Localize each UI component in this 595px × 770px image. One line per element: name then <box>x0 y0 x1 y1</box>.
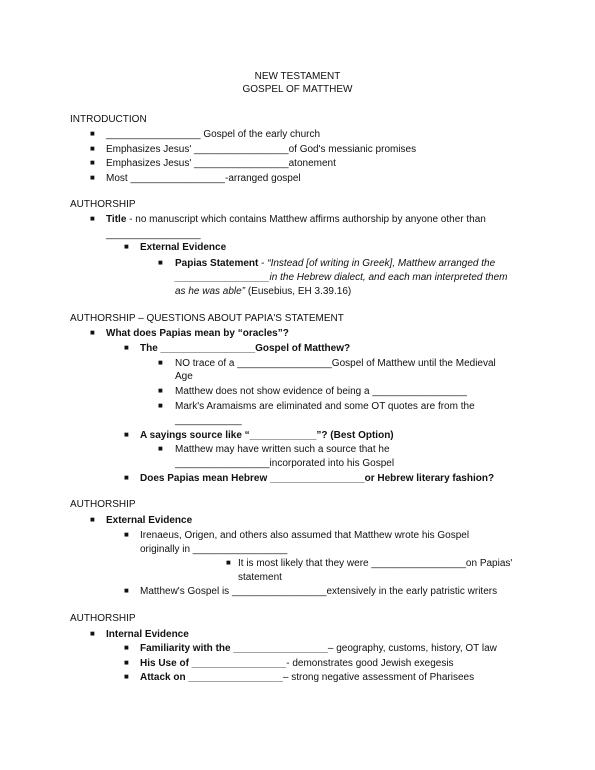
bullet-icon: ■ <box>90 515 95 524</box>
hebrew-question: Does Papias mean Hebrew _________________or Hebrew literary fashion? <box>140 473 495 484</box>
bullet-icon: ■ <box>90 158 95 167</box>
bullet-icon: ■ <box>158 401 163 410</box>
bullet-icon: ■ <box>124 343 129 352</box>
patristic-writers-line: Matthew's Gospel is _________________extensively in the early patristic writers <box>140 586 498 597</box>
doc-title: NEW TESTAMENT <box>254 71 341 82</box>
bullet-icon: ■ <box>158 444 163 453</box>
bullet-icon: ■ <box>90 629 95 638</box>
bullet-icon: ■ <box>90 129 95 138</box>
familiarity-label: Familiarity with the _________________ <box>140 643 328 654</box>
no-evidence-translation: Matthew does not show evidence of being a _________________ <box>175 386 467 397</box>
question-oracles: What does Papias mean by “oracles”? <box>106 328 289 339</box>
intro-item-3: Emphasizes Jesus' _________________atonement <box>106 158 336 169</box>
irenaeus-line-1: Irenaeus, Origen, and others also assumed that Matthew wrote his Gospel <box>140 530 470 541</box>
familiarity-text: – geography, customs, history, OT law <box>327 643 497 654</box>
quote-line-1: “Instead [of writing in Greek], Matthew arranged the <box>267 258 496 269</box>
the-gospel-question: The _________________Gospel of Matthew? <box>140 343 351 354</box>
section-heading-authorship-4: AUTHORSHIP <box>70 613 136 624</box>
bullet-icon: ■ <box>90 144 95 153</box>
bullet-icon: ■ <box>124 658 129 667</box>
quote-line-2: _________________in the Hebrew dialect, and each man interpreted them <box>175 272 508 283</box>
section-heading-authorship-3: AUTHORSHIP <box>70 499 136 510</box>
internal-evidence-label: Internal Evidence <box>106 629 189 640</box>
intro-item-1: _________________ Gospel of the early church <box>106 129 321 140</box>
papias-dash: - <box>258 258 268 269</box>
attack-label: Attack on _________________ <box>140 672 283 683</box>
his-use-label: His Use of _________________ <box>140 658 287 669</box>
section-heading-authorship-questions: AUTHORSHIP – QUESTIONS ABOUT PAPIA'S STATEMENT <box>70 313 344 324</box>
bullet-icon: ■ <box>90 173 95 182</box>
attack-line <box>140 671 474 684</box>
doc-subtitle: GOSPEL OF MATTHEW <box>242 84 353 95</box>
attack-text: – strong negative assessment of Pharisees <box>282 672 475 683</box>
papias-label: Papias Statement <box>175 258 259 269</box>
external-evidence-label-2: External Evidence <box>106 515 193 526</box>
bullet-icon: ■ <box>226 558 231 567</box>
bullet-icon: ■ <box>158 386 163 395</box>
intro-item-4: Most _________________-arranged gospel <box>106 173 301 184</box>
bullet-icon: ■ <box>124 430 129 439</box>
sayings-sub-line-1: Matthew may have written such a source that he <box>175 444 390 455</box>
external-evidence-label: External Evidence <box>140 242 227 253</box>
section-heading-introduction: INTRODUCTION <box>70 114 147 125</box>
bullet-icon: ■ <box>124 530 129 539</box>
title-evidence-line <box>106 213 486 226</box>
quote-line-3: as he was able” <box>175 286 246 297</box>
bullet-icon: ■ <box>124 643 129 652</box>
his-use-text: - demonstrates good Jewish exegesis <box>286 658 454 669</box>
bullet-icon: ■ <box>158 358 163 367</box>
section-heading-authorship-1: AUTHORSHIP <box>70 199 136 210</box>
his-use-line <box>140 657 454 670</box>
bullet-icon: ■ <box>124 672 129 681</box>
irenaeus-line-2: originally in _________________ <box>140 544 288 555</box>
sayings-source-label: A sayings source like “____________”? (Best Option) <box>140 430 394 441</box>
bullet-icon: ■ <box>124 586 129 595</box>
bullet-icon: ■ <box>124 473 129 482</box>
most-likely-line-1: It is most likely that they were _________________on Papias' <box>238 558 513 569</box>
no-trace-line-1: NO trace of a _________________Gospel of Matthew until the Medieval <box>175 358 496 369</box>
aramaisms-line-1: Mark's Aramaisms are eliminated and some OT quotes are from the <box>175 401 475 412</box>
sayings-sub-line-2: _________________incorporated into his Gospel <box>175 458 395 469</box>
most-likely-line-2: statement <box>238 572 282 583</box>
title-continuation: _________________ <box>106 229 201 240</box>
quote-line-3-wrapper <box>175 285 351 298</box>
no-trace-line-2: Age <box>175 371 193 382</box>
bullet-icon: ■ <box>124 242 129 251</box>
quote-reference: (Eusebius, EH 3.39.16) <box>245 286 352 297</box>
aramaisms-line-2: ____________ <box>175 415 242 426</box>
title-text: - no manuscript which contains Matthew affirms authorship by anyone other than <box>126 214 486 225</box>
papias-statement-line <box>175 257 495 270</box>
familiarity-line <box>140 642 497 655</box>
bullet-icon: ■ <box>158 258 163 267</box>
title-label: Title <box>106 214 127 225</box>
bullet-icon: ■ <box>90 328 95 337</box>
bullet-icon: ■ <box>90 214 95 223</box>
intro-item-2: Emphasizes Jesus' _________________of God's messianic promises <box>106 144 417 155</box>
